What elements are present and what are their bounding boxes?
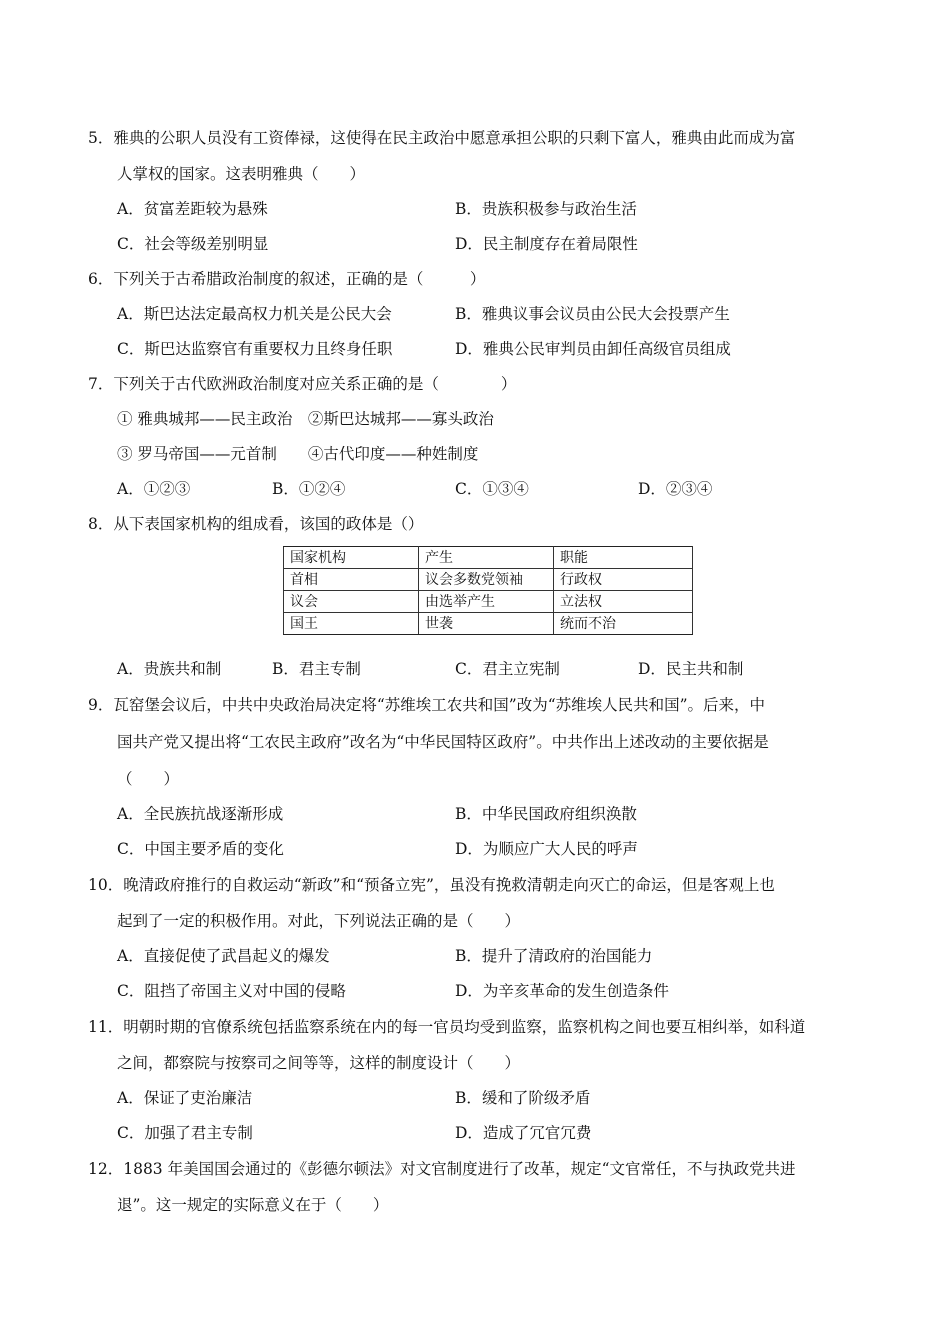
q6-option-a: A．斯巴达法定最高权力机关是公民大会 [117,305,392,323]
q11-option-a: A．保证了吏治廉洁 [117,1089,253,1107]
table-header-row [284,547,693,569]
table-row [284,569,693,591]
q5-option-d: D．民主制度存在着局限性 [455,235,638,253]
q11-stem-line-1: 11．明朝时期的官僚系统包括监察系统在内的每一官员均受到监察，监察机构之间也要互相纠举，如科道 [88,1018,806,1036]
q7-stem-line-1: 7．下列关于古代欧洲政治制度对应关系正确的是（ ） [88,375,517,393]
q11-stem-line-2: 之间，都察院与按察司之间等等，这样的制度设计（ ） [117,1054,521,1072]
table-header-cell: 国家机构 [284,547,419,569]
q10-option-a: A．直接促使了武昌起义的爆发 [117,947,330,965]
q9-option-d: D．为顺应广大人民的呼声 [455,840,638,858]
q5-stem-line-2: 人掌权的国家。这表明雅典（ ） [117,165,366,183]
q8-stem-line-1: 8．从下表国家机构的组成看，该国的政体是（） [88,515,424,533]
table-cell: 议会多数党领袖 [419,569,554,591]
q9-option-a: A．全民族抗战逐渐形成 [117,805,284,823]
q5-option-b: B．贵族积极参与政治生活 [455,200,637,218]
table-cell: 议会 [284,591,419,613]
q12-stem-line-1: 12．1883 年美国国会通过的《彭德尔顿法》对文官制度进行了改革，规定“文官常任，不与执政党共进 [88,1160,796,1178]
q5-option-c: C．社会等级差别明显 [117,235,269,253]
q12-stem-line-2: 退”。这一规定的实际意义在于（ ） [117,1196,389,1214]
q10-option-b: B．提升了清政府的治国能力 [455,947,653,965]
table-cell: 首相 [284,569,419,591]
q7-option-a: A．①②③ [117,480,191,498]
q7-option-c: C．①③④ [455,480,529,498]
q6-stem-line-1: 6．下列关于古希腊政治制度的叙述，正确的是（ ） [88,270,486,288]
table-header-cell: 产生 [419,547,554,569]
q7-option-b: B．①②④ [272,480,346,498]
table-row [284,591,693,613]
q10-option-c: C．阻挡了帝国主义对中国的侵略 [117,982,346,1000]
q10-option-d: D．为辛亥革命的发生创造条件 [455,982,669,1000]
table-cell: 立法权 [554,591,693,613]
q9-stem-line-1: 9．瓦窑堡会议后，中共中央政治局决定将“苏维埃工农共和国”改为“苏维埃人民共和国”。后来，中 [88,696,766,714]
q6-option-d: D．雅典公民审判员由卸任高级官员组成 [455,340,731,358]
government-institutions-table [283,546,693,635]
q11-option-d: D．造成了冗官冗费 [455,1124,592,1142]
q8-option-c: C．君主立宪制 [455,660,560,678]
table-cell: 世袭 [419,613,554,635]
q9-option-b: B．中华民国政府组织涣散 [455,805,637,823]
q7-stem-line-3: ③ 罗马帝国——元首制 ④古代印度——种姓制度 [117,445,479,463]
table-cell: 国王 [284,613,419,635]
q7-option-d: D．②③④ [638,480,713,498]
q9-stem-line-3: （ ） [117,770,180,788]
q10-stem-line-1: 10．晚清政府推行的自救运动“新政”和“预备立宪”，虽没有挽救清朝走向灭亡的命运，但是客观上也 [88,876,775,894]
q8-option-b: B．君主专制 [272,660,361,678]
q6-option-b: B．雅典议事会议员由公民大会投票产生 [455,305,730,323]
q11-option-b: B．缓和了阶级矛盾 [455,1089,591,1107]
table-cell: 行政权 [554,569,693,591]
q8-option-a: A．贵族共和制 [117,660,222,678]
q7-stem-line-2: ① 雅典城邦——民主政治 ②斯巴达城邦——寡头政治 [117,410,494,428]
table-cell: 统而不治 [554,613,693,635]
q8-option-d: D．民主共和制 [638,660,744,678]
q6-option-c: C．斯巴达监察官有重要权力且终身任职 [117,340,393,358]
table-row [284,613,693,635]
q5-option-a: A．贫富差距较为悬殊 [117,200,268,218]
q11-option-c: C．加强了君主专制 [117,1124,253,1142]
q10-stem-line-2: 起到了一定的积极作用。对此，下列说法正确的是（ ） [117,912,521,930]
q9-stem-line-2: 国共产党又提出将“工农民主政府”改名为“中华民国特区政府”。中共作出上述改动的主要依据是 [117,733,769,751]
q5-stem-line-1: 5．雅典的公职人员没有工资俸禄，这使得在民主政治中愿意承担公职的只剩下富人，雅典由此而成为富 [88,129,796,147]
table-header-cell: 职能 [554,547,693,569]
q9-option-c: C．中国主要矛盾的变化 [117,840,284,858]
table-cell: 由选举产生 [419,591,554,613]
